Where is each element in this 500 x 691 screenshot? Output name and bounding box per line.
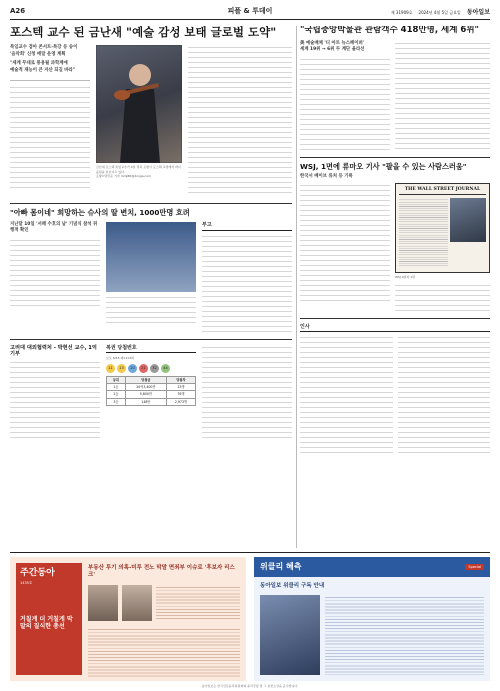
section-title: 피플 & 투데이 (227, 7, 273, 15)
lotto-ball: 13 (117, 364, 126, 373)
lotto-ball: 44 (161, 364, 170, 373)
column-divider (296, 26, 297, 548)
table-row: 2등 5,800만 76명 (107, 391, 196, 398)
lotto-header: 당첨자 (166, 376, 195, 383)
violinist-illustration (96, 45, 182, 163)
mid-headline[interactable]: "아빠 몸이네" 희망하는 슈사의 딸 변치, 1000만명 흐려 (10, 208, 190, 218)
issue-number: 제 31909호 (390, 10, 413, 16)
weekly-hyecheuk-brand: 위클리 혜측 (260, 561, 302, 571)
lotto-header: 당첨금 (125, 376, 166, 383)
main-article (10, 45, 292, 195)
wsj-body (300, 183, 390, 303)
personnel-section-title: 인사 (300, 324, 490, 333)
weekly-donga-cover (16, 563, 82, 675)
lotto-ball: 21 (139, 364, 148, 373)
wsj-kicker: 한국서 베이브 류처 등 기록 (300, 173, 353, 179)
mid-body-text-2 (106, 295, 196, 325)
main-subhead-4: 예술적 재능이 큰 자산 되길 바라" (10, 68, 76, 74)
paper-logo: 동아일보 (466, 9, 490, 16)
mid-subhead: 지난달 10일 '서해 수호의 날' 기념식 참석 뒤 행적 확인 (10, 221, 98, 234)
special-badge: Special (465, 564, 484, 570)
museum-subhead-1: 美 예술매체 '디 아트 뉴스페이퍼' (300, 40, 365, 46)
lotto-ball: 20 (128, 364, 137, 373)
personnel-list-1 (300, 335, 393, 455)
personnel-list-2 (398, 335, 491, 455)
wsj-caption: WSJ 4일자 1면 (395, 275, 416, 280)
ad-portrait (122, 585, 152, 621)
personnel-body (10, 360, 100, 440)
main-subhead-2: '음악회' 신청 매달 운영 계획 (10, 51, 66, 57)
right-column (300, 26, 490, 455)
lotto-table (106, 376, 196, 406)
wsj-paper-name: THE WALL STREET JOURNAL (399, 187, 486, 195)
table-row: 1등 20억3,400만 13명 (107, 384, 196, 391)
weekly-donga-issue: 1435호 (20, 581, 33, 586)
table-row: 3등 148만 2,973명 (107, 398, 196, 405)
mid-photo (106, 222, 196, 292)
weekly-donga-ad[interactable] (10, 557, 246, 681)
masthead-right (391, 9, 490, 17)
main-body-text (10, 85, 90, 190)
main-photo-caption: 금난새 포스텍 특임교수가 4일 경북 포항시 포스텍 교정에서 바이올린을 선보이고 있다. (96, 165, 181, 174)
museum-body (300, 57, 390, 152)
obituary-list (202, 234, 292, 334)
museum-headline[interactable]: "국립중앙박물관 관람객수 418만명, 세계 6위" (300, 26, 479, 35)
mid-body-text (10, 238, 100, 308)
ad-band (10, 552, 490, 682)
main-photo (96, 45, 182, 163)
lotto-header: 등위 (107, 376, 126, 383)
main-subhead-3: "세계 무대로 통용될 과학계에 (10, 61, 68, 67)
lotto-subtitle: 로또 6/45 제1113회 (106, 356, 134, 361)
main-photo-byline: 포항=명민준 기자 mmj86@donga.com (96, 173, 151, 178)
lotto-ball: 32 (150, 364, 159, 373)
wsj-headline[interactable]: WSJ, 1면에 류마오 기사 "팔을 수 있는 사람스러움" (300, 161, 467, 171)
page-number: A26 (10, 7, 26, 15)
ad-portrait (88, 585, 118, 621)
weekly-hyecheuk-headline: 동아일보 위클리 구독 안내 (260, 583, 325, 589)
lotto-ball: 11 (106, 364, 115, 373)
museum-body-2 (395, 41, 490, 151)
ad-photo (260, 595, 320, 675)
weekly-hyecheuk-ad[interactable] (254, 557, 490, 681)
left-column (10, 26, 292, 440)
masthead (10, 6, 490, 20)
obituary-title: 부고 (202, 222, 292, 231)
lotto-numbers (106, 364, 196, 373)
wsj-frontpage-photo (395, 183, 490, 273)
weekly-donga-slogan: 거칠게 더 거칠게 막말의 질식한 총선 (20, 615, 73, 631)
main-subhead-1: 특임교수 겸아 콘서트-특강 등 송이 (10, 45, 78, 51)
weekly-donga-brand: 주간동아 (20, 568, 55, 578)
footer-note: 동아일보는 한국신문윤리위원회의 윤리강령 및 그 실천요강을 준수합니다. (201, 684, 299, 688)
personnel-headline[interactable]: 고려대 대외협력처 - 박현선 교수, 1억 기부 (10, 344, 97, 357)
wsj-body-2 (395, 283, 490, 313)
lotto-title: 복권 당첨번호 (106, 345, 196, 354)
main-body-text-2 (188, 45, 292, 195)
obituary-list-2 (202, 345, 292, 440)
weekly-donga-headline: 부동산 투기 의혹-미투 전노 막말 면죄부 이슈로 '후보자 리스크' (88, 565, 235, 579)
museum-subhead-2: 세계 19위 → 6위 두 계단 올라선 (300, 47, 365, 53)
main-headline[interactable]: 포스텍 교수 된 금난새 "예술 감성 보태 글로벌 도약" (10, 26, 277, 39)
issue-date: 2024년 4월 5일 금요일 (418, 10, 461, 16)
